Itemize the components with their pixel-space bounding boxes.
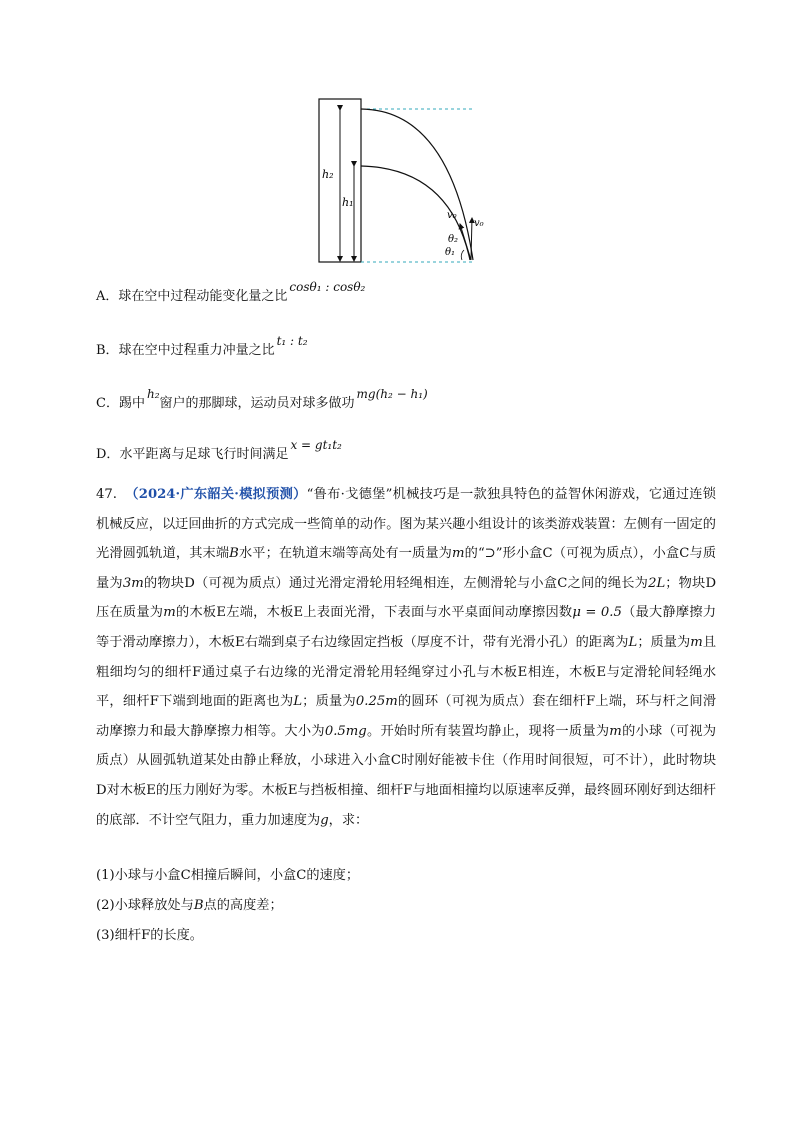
label-v0-b: v₀ — [474, 218, 484, 229]
option-c-math: h₂ — [146, 387, 160, 401]
option-b: B．球在空中过程重力冲量之比t₁ : t₂ — [96, 334, 308, 358]
problem-body: 47. （2024·广东韶关·模拟预测）“鲁布·戈德堡”机械技巧是一款独具特色的益智休闲游戏，它通过连锁机械反应，以迂回曲折的方式完成一些简单的动作。图为某兴趣小组设计的该类游戏装置：左侧有一固定的光滑圆弧轨道，其末端B水平；在轨道末端等高处有一质量为m的“⊃”形小盒C（可视为质点），小盒C与质量为3m的物块D（可视为质点）通过光滑定滑轮用轻绳相连，左侧滑轮与小盒C之间的绳长为2L；物块D压在质量为m的木板E左端，木板E上表面光滑，下表面与水平桌面间动摩擦因数μ = 0.5（最大静摩擦力等于滑动摩擦力），木板E右端到桌子右边缘固定挡板（厚度不计，带有光滑小孔）的距离为L；质量为m且粗细均匀的细杆F通过桌子右边缘的光滑定滑轮用轻绳穿过小孔与木板E相连，木板E与定滑轮间轻绳水平，细杆F下端到地面的距离也为L；质量为0.25m的圆环（可视为质点）套在细杆F上端，环与杆之间滑动摩擦力和最大静摩擦力相等。大小为0.5mg。开始时所有装置均静止，现将一质量为m的小球（可视为质点）从圆弧轨道某处由静止释放，小球进入小盒C时刚好能被卡住（作用时间很短，可不计），此时物块D对木板E的压力刚好为零。木板E与挡板相撞、细杆F与地面相撞均以原速率反弹，最终圆环刚好到达细杆的底部．不计空气阻力，重力加速度为g，求： — [96, 487, 717, 828]
label-theta1: θ₁ — [445, 247, 456, 258]
option-a-math: cosθ₁ : cosθ₂ — [289, 280, 366, 294]
label-h1: h₁ — [342, 196, 354, 209]
projectile-figure — [300, 90, 490, 270]
label-theta2: θ₂ — [448, 234, 459, 245]
subquestion-3: (3)细杆F的长度。 — [96, 928, 203, 943]
subquestion-2: (2)小球释放处与B点的高度差； — [96, 898, 283, 913]
label-h2: h₂ — [322, 168, 334, 181]
option-d-math: x = gt₁t₂ — [290, 438, 342, 452]
problem-47 — [96, 480, 716, 835]
label-v0-a: v₀ — [447, 210, 457, 221]
subquestion-1: (1)小球与小盒C相撞后瞬间，小盒C的速度； — [96, 868, 360, 883]
option-d: D．水平距离与足球飞行时间满足x = gt₁t₂ — [96, 438, 342, 462]
option-c: C．踢中h₂窗户的那脚球，运动员对球多做功mg(h₂ − h₁) — [96, 387, 428, 411]
question-number: 47. — [96, 487, 117, 502]
option-b-math: t₁ : t₂ — [276, 334, 308, 348]
angle-arc — [461, 250, 464, 260]
option-c-math2: mg(h₂ − h₁) — [356, 387, 428, 401]
question-source: （2024·广东韶关·模拟预测） — [124, 487, 307, 502]
option-a: A．球在空中过程动能变化量之比cosθ₁ : cosθ₂ — [96, 280, 366, 304]
